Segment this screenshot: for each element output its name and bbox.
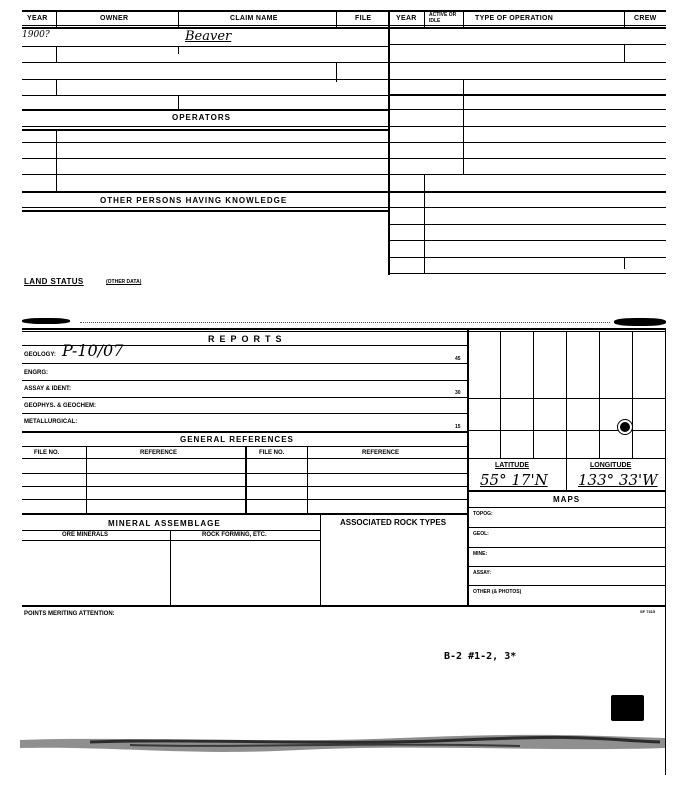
maps-mine: MINE:: [473, 551, 488, 557]
header-year-2: YEAR: [396, 15, 417, 22]
header-active-idle: ACTIVE OR IDLE: [429, 12, 457, 24]
geology-number: 45: [455, 356, 461, 362]
location-dot: [618, 420, 632, 434]
metallurgical-number: 15: [455, 424, 461, 430]
header-file: FILE: [355, 15, 372, 22]
header-claim-name: CLAIM NAME: [230, 15, 278, 22]
longitude-value: 133° 33'W: [578, 471, 658, 489]
scan-smear: [0, 718, 678, 758]
form-code: SF 7315: [640, 609, 656, 614]
reports-title: REPORTS: [208, 334, 287, 344]
longitude-label: LONGITUDE: [590, 462, 632, 469]
metallurgical-label: METALLURGICAL:: [24, 419, 78, 425]
ore-minerals-header: ORE MINERALS: [62, 532, 109, 538]
gr-header-file-no-2: FILE NO.: [259, 450, 285, 456]
engrg-label: ENGRG:: [24, 370, 48, 376]
geology-value: P-10/07: [62, 341, 124, 360]
assay-ident-label: ASSAY & IDENT:: [24, 386, 72, 392]
row1-claim-name: Beaver: [185, 29, 232, 44]
maps-title: MAPS: [553, 495, 581, 504]
gr-header-file-no: FILE NO.: [34, 450, 60, 456]
operators-heading: OPERATORS: [172, 113, 231, 122]
maps-assay: ASSAY:: [473, 570, 492, 576]
points-meriting-label: POINTS MERITING ATTENTION:: [24, 611, 115, 617]
maps-geol: GEOL:: [473, 531, 489, 537]
gr-header-reference: REFERENCE: [140, 450, 178, 456]
mineral-assemblage-title: MINERAL ASSEMBLAGE: [108, 519, 221, 528]
gr-header-reference-2: REFERENCE: [362, 450, 400, 456]
assay-number: 30: [455, 390, 461, 396]
row1-year: 1900?: [22, 30, 50, 40]
land-status-heading: LAND STATUS: [24, 277, 84, 286]
land-status-note: (OTHER DATA): [106, 279, 142, 285]
file-stamp: B-2 #1-2, 3*: [444, 651, 517, 662]
rock-forming-header: ROCK FORMING, ETC.: [202, 532, 267, 538]
geology-label: GEOLOGY:: [24, 352, 56, 358]
header-year: YEAR: [27, 15, 48, 22]
other-persons-heading: OTHER PERSONS HAVING KNOWLEDGE: [100, 196, 288, 205]
header-type-of-operation: TYPE OF OPERATION: [475, 15, 554, 22]
maps-other-photos: OTHER (& PHOTOS): [473, 589, 522, 595]
general-references-title: GENERAL REFERENCES: [180, 435, 294, 444]
maps-topog: TOPOG:: [473, 511, 493, 517]
header-crew: CREW: [634, 15, 657, 22]
header-owner: OWNER: [100, 15, 129, 22]
associated-rock-types: ASSOCIATED ROCK TYPES: [339, 518, 447, 527]
geophys-geochem-label: GEOPHYS. & GEOCHEM:: [24, 403, 97, 409]
latitude-label: LATITUDE: [495, 462, 530, 469]
latitude-value: 55° 17'N: [480, 471, 548, 489]
